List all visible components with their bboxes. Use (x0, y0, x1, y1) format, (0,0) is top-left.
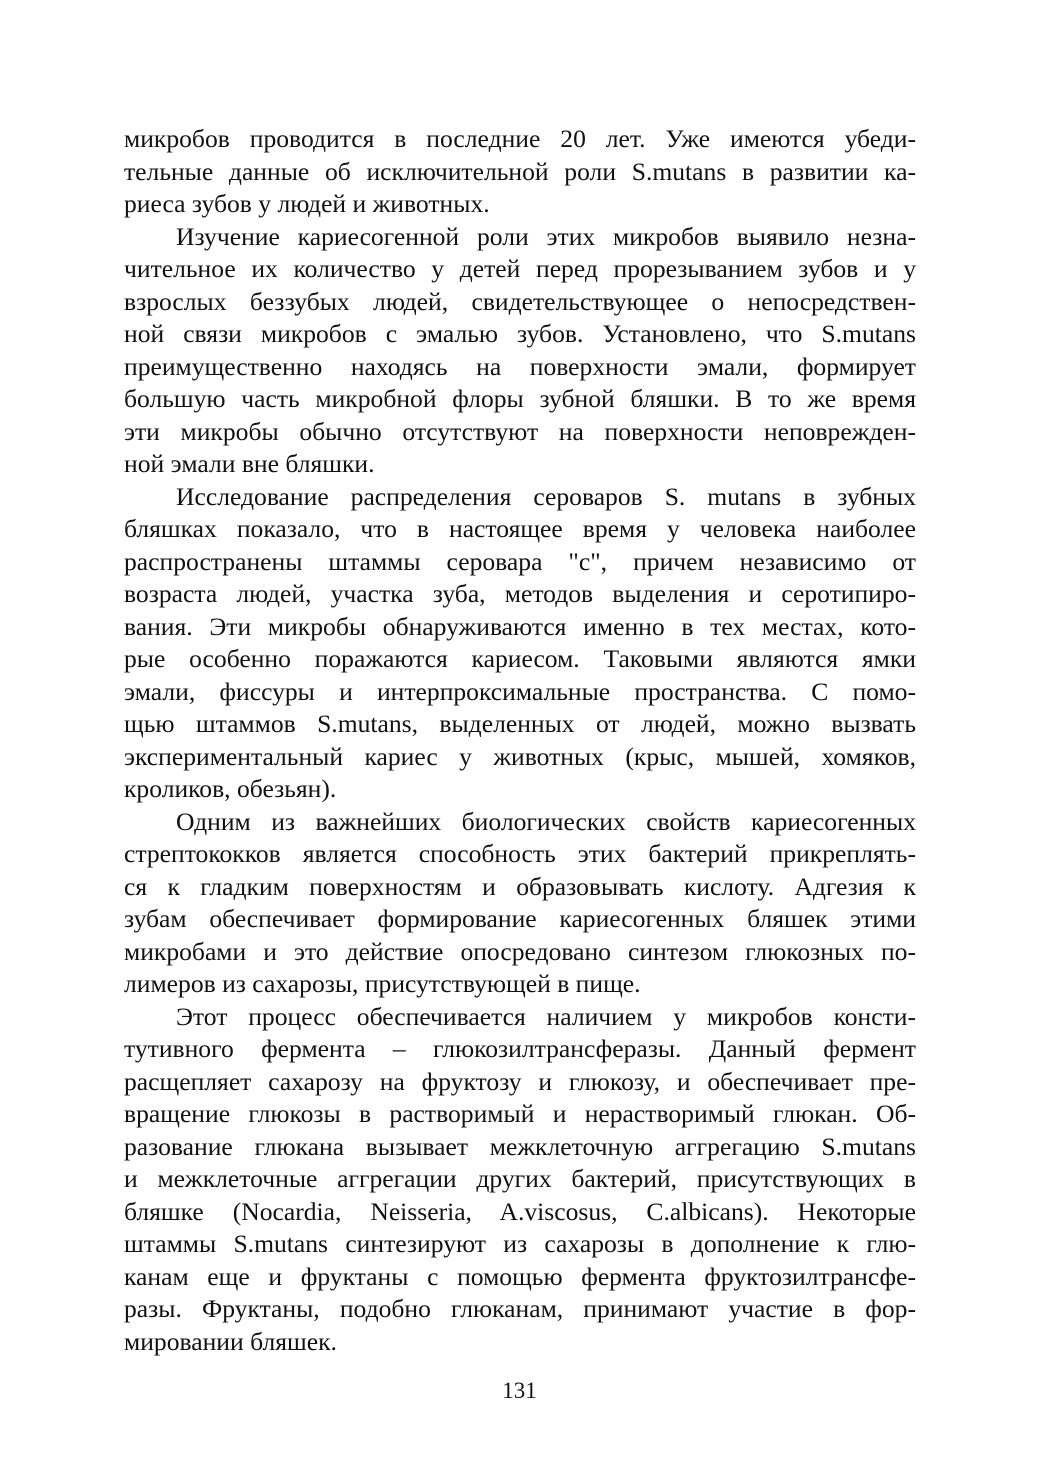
text-line: микробов проводится в последние 20 лет. Уже имеются убеди- (124, 124, 916, 153)
text-line: расщепляет сахарозу на фруктозу и глюкозу, и обеспечивает пре- (124, 1066, 916, 1096)
text-line: разование глюкана вызывает межклеточную аггрегацию S.mutans (124, 1131, 916, 1161)
text-line: бляшке (Nocardia, Neisseria, A.viscosus, C.albicans). Некоторые (124, 1196, 916, 1226)
text-line: лимеров из сахарозы, присутствующей в пище. (124, 969, 641, 998)
page-number: 131 (502, 1378, 537, 1403)
text-line: ся к гладким поверхностям и образовывать кислоту. Адгезия к (124, 871, 916, 901)
text-line: тельные данные об исключительной роли S.mutans в развитии ка- (124, 156, 916, 186)
text-line: щью штаммов S.mutans, выделенных от людей, можно вызвать (124, 709, 916, 738)
text-line: микробами и это действие опосредовано синтезом глюкозных по- (124, 936, 916, 966)
text-line: вания. Эти микробы обнаруживаются именно в тех местах, кото- (124, 611, 916, 641)
text-line: кроликов, обезьян). (124, 774, 337, 803)
page-body (124, 123, 916, 1358)
text-line: канам еще и фруктаны с помощью фермента фруктозилтрансфе- (124, 1261, 916, 1291)
paragraph-5 (124, 1001, 916, 1359)
text-line: разы. Фруктаны, подобно глюканам, принимают участие в фор- (124, 1294, 916, 1323)
text-line: зубам обеспечивает формирование кариесогенных бляшек этими (124, 904, 916, 933)
text-line: и межклеточные аггрегации других бактерий, присутствующих в (124, 1164, 916, 1193)
text-line: экспериментальный кариес у животных (крыс, мышей, хомяков, (124, 741, 916, 771)
text-line: штаммы S.mutans синтезируют из сахарозы в дополнение к глю- (124, 1229, 916, 1258)
text-line: Исследование распределения сероваров S. mutans в зубных (176, 481, 916, 511)
text-line: бляшках показало, что в настоящее время у человека наиболее (124, 514, 916, 543)
paragraph-4 (124, 806, 916, 1001)
text-line: Изучение кариесогенной роли этих микробов выявило незна- (176, 221, 916, 251)
text-line: рые особенно поражаются кариесом. Таковыми являются ямки (124, 644, 916, 673)
text-line: возраста людей, участка зуба, методов выделения и серотипиро- (124, 579, 916, 608)
paragraph-2 (124, 221, 916, 481)
text-line: эмали, фиссуры и интерпроксимальные пространства. С помо- (124, 676, 916, 706)
text-line: ной связи микробов с эмалью зубов. Установлено, что S.mutans (124, 319, 916, 348)
text-line: Одним из важнейших биологических свойств кариесогенных (176, 806, 916, 836)
text-line: ной эмали вне бляшки. (124, 449, 375, 478)
text-line: Этот процесс обеспечивается наличием у микробов консти- (176, 1001, 916, 1031)
text-line: эти микробы обычно отсутствуют на поверхности неповрежден- (124, 416, 916, 446)
text-line: вращение глюкозы в растворимый и нерастворимый глюкан. Об- (124, 1099, 916, 1128)
text-line: стрептококков является способность этих бактерий прикреплять- (124, 839, 916, 868)
text-line: чительное их количество у детей перед прорезыванием зубов и у (124, 254, 916, 283)
text-line: распространены штаммы серовара "с", причем независимо от (124, 546, 916, 576)
text-line: мировании бляшек. (124, 1326, 337, 1356)
text-line: преимущественно находясь на поверхности эмали, формирует (124, 351, 916, 381)
text-line: большую часть микробной флоры зубной бляшки. В то же время (124, 384, 916, 413)
text-line: риеса зубов у людей и животных. (124, 189, 490, 218)
paragraph-3 (124, 481, 916, 806)
text-line: взрослых беззубых людей, свидетельствующее о непосредствен- (124, 286, 916, 316)
paragraph-1 (124, 123, 916, 221)
text-line: тутивного фермента – глюкозилтрансферазы. Данный фермент (124, 1034, 916, 1063)
